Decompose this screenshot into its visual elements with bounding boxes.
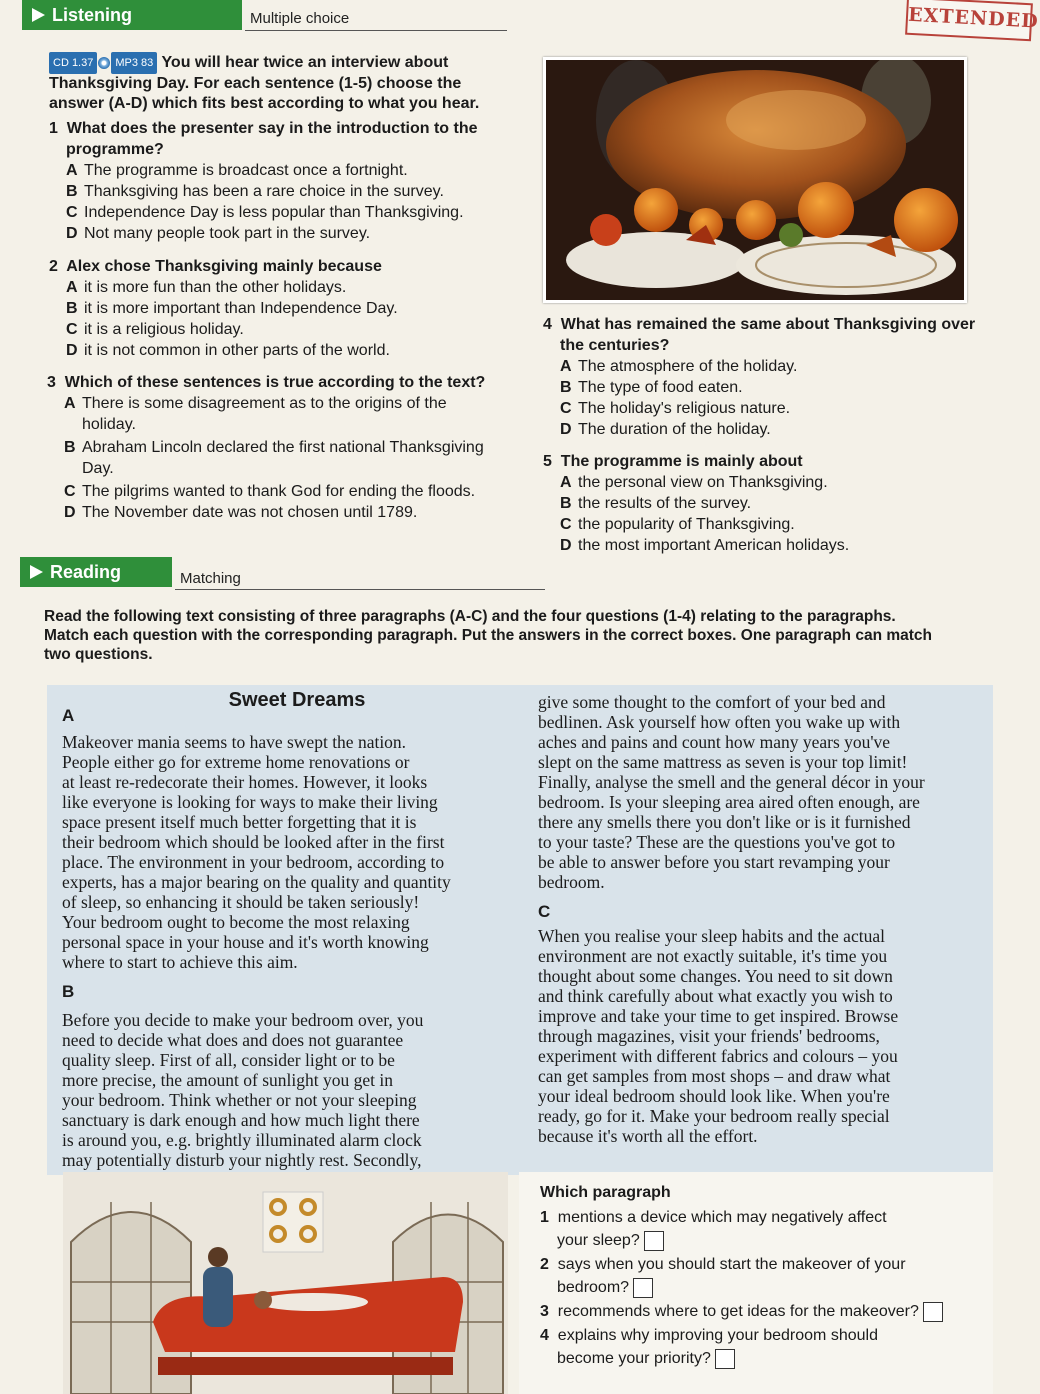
thanksgiving-turkey-photo (543, 57, 967, 303)
reading-tab: Reading (20, 557, 172, 587)
option: B it is more important than Independence Day. (66, 300, 398, 317)
question-2: 2 Alex chose Thanksgiving mainly because A it is more fun than the other holidays. B it is more important than Independence Day. C it is a religious holiday. D it is not common in other parts of the world. (49, 256, 529, 361)
option: D Not many people took part in the survey. (66, 225, 371, 242)
option: B the results of the survey. (560, 495, 752, 512)
option: D the most important American holidays. (560, 537, 850, 554)
passage-right-column (538, 692, 988, 1146)
answer-box-2[interactable] (633, 1278, 653, 1298)
reading-rule (175, 589, 545, 590)
option: A the personal view on Thanksgiving. (560, 474, 828, 491)
mp3-badge: MP3 83 (111, 52, 157, 74)
option: A The programme is broadcast once a fortnight. (66, 162, 408, 179)
option: C Independence Day is less popular than Thanksgiving. (66, 204, 464, 221)
passage-title: Sweet Dreams (228, 689, 366, 711)
extended-stamp: EXTENDED (905, 0, 1033, 41)
option: C The pilgrims wanted to thank God for ending the floods. (64, 483, 476, 500)
option: D The duration of the holiday. (560, 421, 771, 438)
option: D it is not common in other parts of the world. (66, 342, 390, 359)
bedroom-illustration (63, 1172, 508, 1394)
cd-badge: CD 1.37 (49, 52, 97, 74)
question-3: 3 Which of these sentences is true according to the text? A There is some disagreement as to the origins of the holiday. B Abraham Lincoln declared the first national Thanksgiving Day. C The pilgrims wanted to thank God for ending the floods. D The November date was not chosen until 1789. (47, 372, 537, 523)
match-question-3: 3 recommends where to get ideas for the makeover? (540, 1300, 990, 1323)
answer-box-4[interactable] (715, 1349, 735, 1369)
paragraph-b-continued: give some thought to the comfort of your bed and bedlinen. Ask yourself how often you wake up with aches and pains and count how many years you've slept on the same mattress as seven is your top limit! Finally, analyse the smell and the general décor in your bedroom. Is your sleeping area aired often enough, are there any smells there you don't like or is it furnished to your taste? These are the questions you've got to be able to answer before you start revamping your bedroom. (538, 692, 925, 892)
listening-tab: Listening (22, 0, 242, 30)
paragraph-a-letter: A (62, 706, 75, 725)
option: A There is some disagreement as to the origins of the holiday. (64, 395, 447, 433)
match-question-1: 1 mentions a device which may negatively affect your sleep? (540, 1209, 887, 1249)
option: B Abraham Lincoln declared the first national Thanksgiving Day. (64, 439, 484, 477)
question-4: 4 What has remained the same about Thanksgiving over the centuries? A The atmosphere of the holiday. B The type of food eaten. C The holiday's religious nature. D The duration of the holiday. (543, 314, 993, 440)
listening-subtitle: Multiple choice (250, 10, 350, 27)
bedroom-couple-photo (63, 1172, 508, 1394)
option: C The holiday's religious nature. (560, 400, 791, 417)
disc-icon (98, 57, 110, 69)
option: C it is a religious holiday. (66, 321, 244, 338)
option: A The atmosphere of the holiday. (560, 358, 798, 375)
answer-box-1[interactable] (644, 1231, 664, 1251)
reading-subtitle: Matching (180, 570, 241, 587)
reading-instructions: Read the following text consisting of three paragraphs (A-C) and the four questions (1-4) relating to the paragraphs. Match each question with the corresponding paragraph. Put the answers in the correct boxes. One paragraph can match two questions. (44, 608, 932, 663)
answer-box-3[interactable] (923, 1302, 943, 1322)
question-5: 5 The programme is mainly about A the personal view on Thanksgiving. B the results of the survey. C the popularity of Thanksgiving. D the most important American holidays. (543, 451, 993, 556)
option: C the popularity of Thanksgiving. (560, 516, 795, 533)
paragraph-b-letter: B (62, 982, 75, 1001)
match-question-2: 2 says when you should start the makeover of your bedroom? (540, 1256, 906, 1296)
paragraph-c-letter: C (538, 902, 551, 921)
turkey-illustration (546, 60, 964, 300)
option: D The November date was not chosen until 1789. (64, 504, 418, 521)
question-1: 1 What does the presenter say in the introduction to the programme? A The programme is broadcast once a fortnight. B Thanksgiving has been a rare choice in the survey. C Independence Day is less popular than Thanksgiving. D Not many people took part in the survey. (49, 118, 519, 244)
paragraph-c: When you realise your sleep habits and the actual environment are not exactly suitable, it's time you thought about some changes. You need to sit down and think carefully about what exactly you wish to improve and take your time to get inspired. Browse through magazines, visit your friends' bedrooms, experiment with different fabrics and colours – you can get samples from most shops – and draw what your ideal bedroom should look like. When you're ready, go for it. Make your bedroom really special because it's worth all the effort. (538, 926, 899, 1146)
which-paragraph-heading: Which paragraph (540, 1184, 671, 1201)
header-rule (245, 30, 507, 31)
option: A it is more fun than the other holidays. (66, 279, 347, 296)
passage-left-column (62, 690, 512, 1170)
option: B The type of food eaten. (560, 379, 743, 396)
option: B Thanksgiving has been a rare choice in the survey. (66, 183, 444, 200)
match-question-4: 4 explains why improving your bedroom should become your priority? (540, 1327, 878, 1367)
listening-instructions: CD 1.37 MP3 83 You will hear twice an interview about Thanksgiving Day. For each sentence (1-5) choose the answer (A-D) which fits best according to what you hear. (49, 52, 529, 114)
paragraph-b: Before you decide to make your bedroom over, you need to decide what does and does not guarantee quality sleep. First of all, consider light or to be more precise, the amount of sunlight you get in your bedroom. Think whether or not your sleeping sanctuary is dark enough and how much light there is around you, e.g. brightly illuminated alarm clock may potentially disturb your nightly rest. Secondly, (62, 1010, 424, 1170)
matching-questions (519, 1172, 993, 1394)
paragraph-a: Makeover mania seems to have swept the nation. People either go for extreme home renovations or at least re-redecorate their homes. However, it looks like everyone is looking for ways to make their living space present itself much better forgetting that it is their bedroom which should be looked after in the first place. The environment in your bedroom, according to experts, has a major bearing on the quality and quantity of sleep, so enhancing it should be taken seriously! Your bedroom ought to become the most relaxing personal space in your house and it's worth knowing where to start to achieve this aim. (62, 732, 451, 972)
